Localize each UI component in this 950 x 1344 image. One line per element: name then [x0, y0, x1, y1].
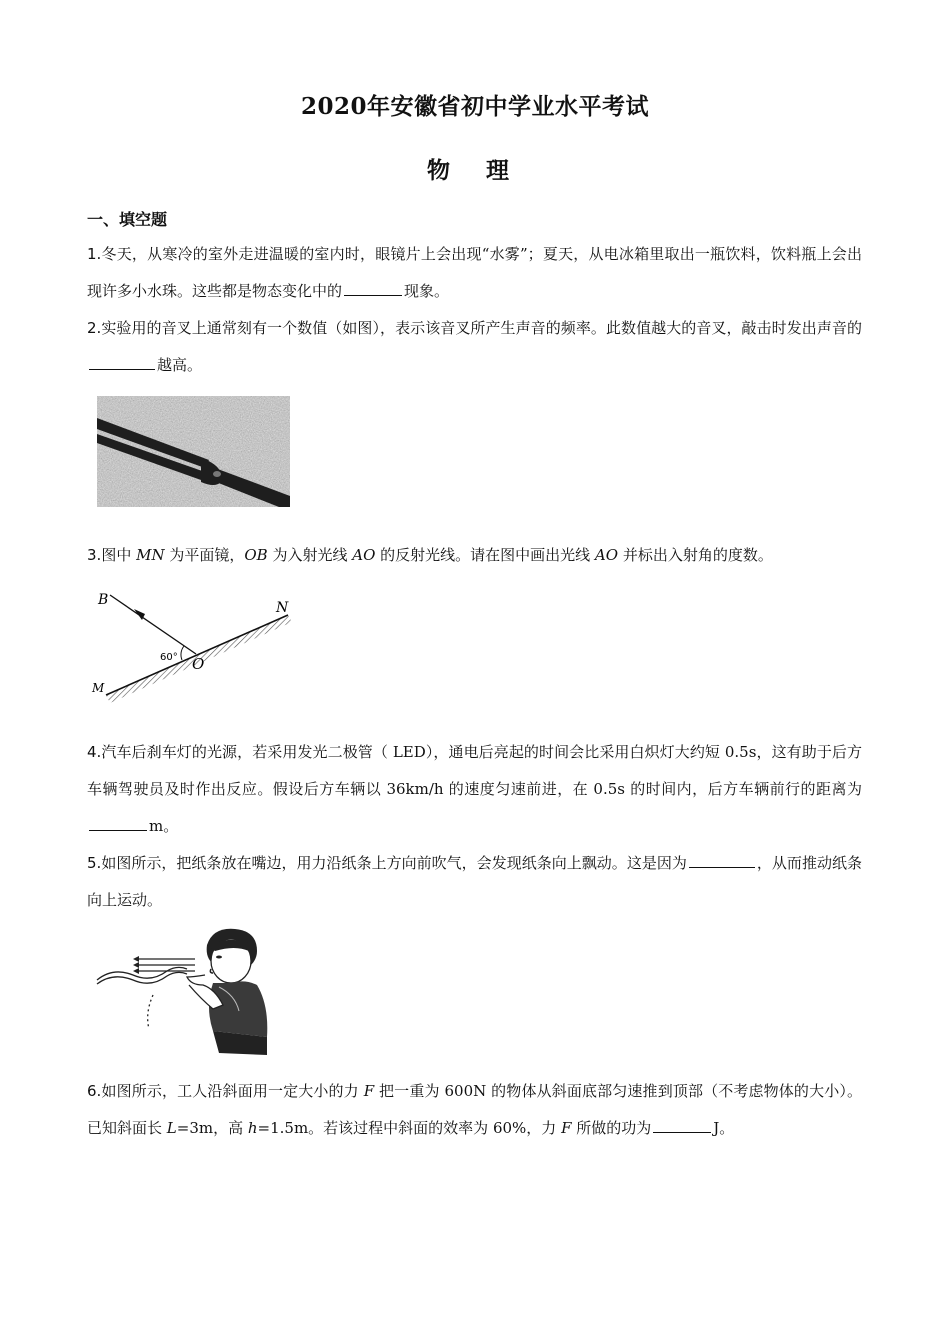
question-4	[87, 734, 862, 845]
answer-blank	[344, 277, 402, 296]
symbol-ob: OB	[244, 546, 268, 564]
question-text: 所做的功为	[571, 1119, 652, 1137]
symbol-ao: AO	[352, 546, 376, 564]
boy	[187, 929, 267, 1055]
question-6	[87, 1073, 862, 1147]
question-number: 2.	[87, 319, 102, 337]
symbol-f: F	[363, 1082, 375, 1100]
question-5	[87, 845, 862, 919]
question-number: 3.	[87, 546, 102, 564]
question-number: 6.	[87, 1082, 102, 1100]
question-text: 的反射光线。请在图中画出光线	[375, 546, 595, 564]
question-text: 图中	[101, 546, 137, 564]
symbol-f: F	[561, 1119, 572, 1137]
question-text-tail: 越高。	[157, 356, 203, 374]
symbol-h: h	[247, 1119, 258, 1137]
section-heading: 一、填空题	[87, 210, 168, 229]
symbol-mn: MN	[136, 546, 165, 564]
question-text: 为入射光线	[267, 546, 353, 564]
question-number: 1.	[87, 245, 102, 263]
label-b: B	[98, 592, 109, 608]
question-text-tail: m。	[149, 817, 179, 835]
reflected-ray	[110, 595, 196, 654]
question-text: =1.5m。若该过程中斜面的效率为 60%，力	[257, 1119, 562, 1137]
mirror-diagram	[90, 588, 305, 716]
answer-blank	[689, 849, 755, 868]
label-m: M	[92, 681, 105, 695]
question-text: 把一重为 600N 的物体从斜面底部匀速推到顶部（不考虑物体的大小）。已知斜面长	[87, 1082, 862, 1137]
subject-title: 物 理	[426, 157, 523, 184]
label-n: N	[276, 600, 289, 616]
question-number: 4.	[87, 743, 102, 761]
question-text: 实验用的音叉上通常刻有一个数值（如图），表示该音叉所产生声音的频率。此数值越大的音叉，敲击时发出声音的	[101, 319, 862, 337]
question-text: 汽车后刹车灯的光源，若采用发光二极管（ LED），通电后亮起的时间会比采用白炽灯大约短 0.5s，这有助于后方车辆驾驶员及时作出反应。假设后方车辆以 36km/h 的速度匀速前进，在 0.5s 的时间内，后方车辆前行的距离为	[87, 743, 862, 798]
answer-blank	[653, 1114, 711, 1133]
question-text: 如图所示，工人沿斜面用一定大小的力	[101, 1082, 364, 1100]
question-number: 5.	[87, 854, 102, 872]
exam-title: 2020年安徽省初中学业水平考试	[300, 93, 649, 120]
question-text: 如图所示，把纸条放在嘴边，用力沿纸条上方向前吹气，会发现纸条向上飘动。这是因为	[101, 854, 687, 872]
answer-blank	[89, 351, 155, 370]
question-text-tail: J。	[713, 1119, 735, 1137]
question-text: =3m，高	[176, 1119, 248, 1137]
question-text-tail: ，从而推动纸条向上运动。	[87, 854, 862, 909]
tuning-fork-photo	[97, 396, 290, 507]
answer-blank	[89, 812, 147, 831]
question-1	[87, 236, 862, 310]
symbol-l: L	[166, 1119, 177, 1137]
question-3	[87, 537, 862, 574]
angle-label: 60°	[160, 652, 178, 663]
label-o: O	[192, 655, 205, 673]
symbol-ao: AO	[594, 546, 619, 564]
question-2	[87, 310, 862, 384]
blowing-paper-figure	[95, 925, 270, 1057]
question-text-tail: 现象。	[404, 282, 450, 300]
question-text: 并标出入射角的度数。	[618, 546, 773, 564]
angle-arc	[181, 646, 184, 660]
question-text: 冬天，从寒冷的室外走进温暖的室内时，眼镜片上会出现“水雾”；夏天，从电冰箱里取出一瓶饮料，饮料瓶上会出现许多小水珠。这些都是物态变化中的	[87, 245, 862, 300]
question-text: 为平面镜，	[164, 546, 245, 564]
